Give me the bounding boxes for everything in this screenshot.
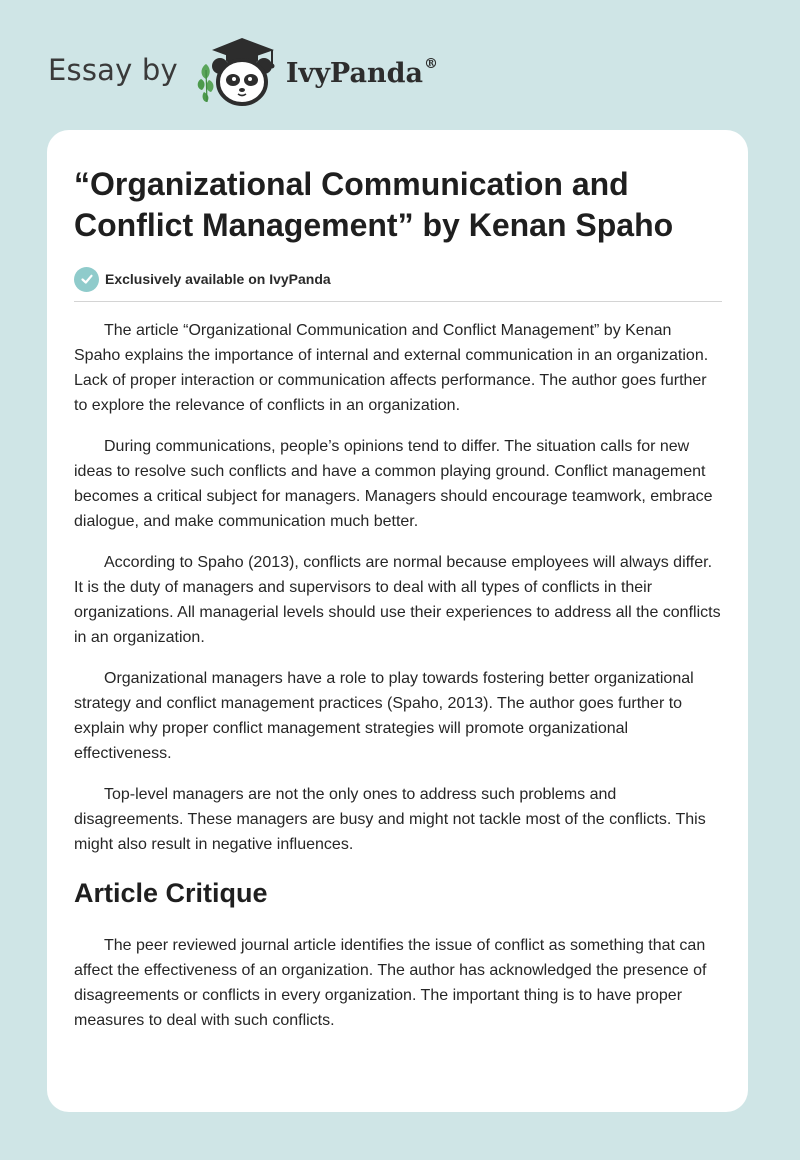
section-heading: Article Critique (74, 878, 268, 908)
brand-name[interactable] (285, 55, 438, 89)
body-paragraph: According to Spaho (2013), conflicts are normal because employees will always differ. It is the duty of managers and supervisors to deal with all types of conflicts in their organizations. All managerial levels should use their experiences to address all the conflicts in an organization. (74, 554, 721, 646)
essay-body (74, 318, 722, 1033)
site-header (48, 30, 438, 110)
body-paragraph: Organizational managers have a role to play towards fostering better organizational strategy and conflict management practices (Spaho, 2013). The author goes further to explain why proper conflict management strategies will promote organizational effectiveness. (74, 670, 694, 762)
body-paragraph: Top-level managers are not the only ones to address such problems and disagreements. These managers are busy and might not tackle most of the conflicts. This might also result in negative influences. (74, 786, 706, 853)
essay-by-label: Essay by (48, 53, 178, 87)
exclusive-badge (74, 266, 722, 292)
registered-mark: ® (423, 55, 438, 72)
ivy-leaf-icon (198, 64, 214, 102)
essay-card (47, 130, 748, 1112)
title-divider (74, 301, 722, 302)
section-paragraph: The peer reviewed journal article identifies the issue of conflict as something that can affect the effectiveness of an organization. The author has acknowledged the presence of disagreements or conflicts in every organization. The important thing is to have proper measures to deal with such conflicts. (74, 937, 707, 1029)
body-paragraph: During communications, people’s opinions tend to differ. The situation calls for new ideas to resolve such conflicts and have a common playing ground. Conflict management becomes a critical subject for managers. Managers should encourage teamwork, embrace dialogue, and make communication much better. (74, 438, 713, 530)
check-circle-icon (74, 267, 99, 292)
body-paragraph: The article “Organizational Communication and Conflict Management” by Kenan Spaho explains the importance of internal and external communication in an organization. Lack of proper interaction or communication affects performance. The author goes further to explore the relevance of conflicts in an organization. (74, 322, 709, 414)
brand-text: IvyPanda (285, 57, 423, 89)
essay-title: “Organizational Communication and Conflict Management” by Kenan Spaho (74, 166, 674, 243)
exclusive-label: Exclusively available on IvyPanda (105, 271, 331, 287)
panda-logo-icon[interactable] (192, 30, 284, 110)
